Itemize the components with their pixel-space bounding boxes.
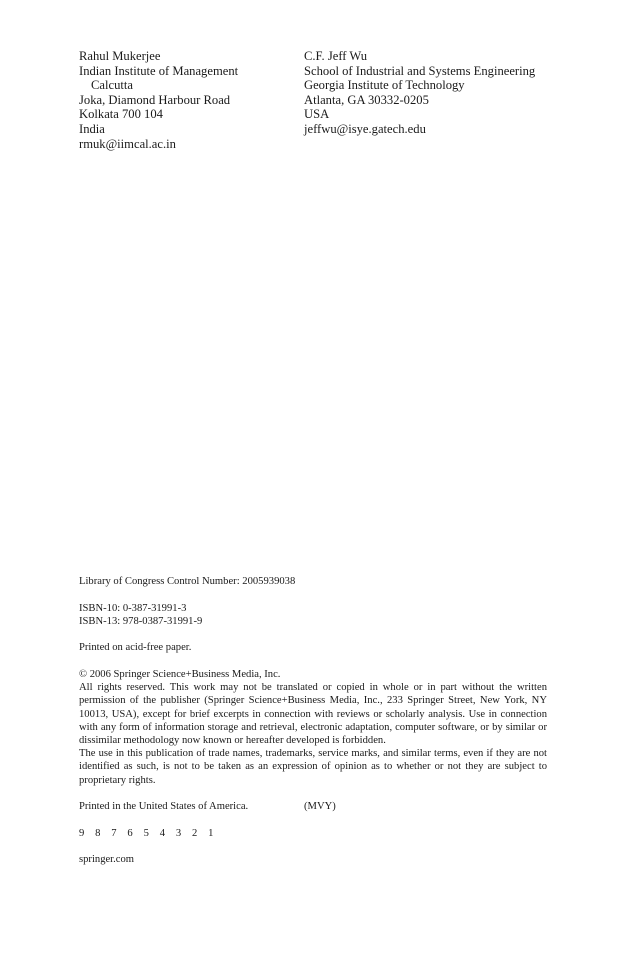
author-right-name: C.F. Jeff Wu bbox=[304, 49, 368, 63]
author-left-affiliation-cont: Calcutta bbox=[91, 78, 133, 93]
print-line: 9 8 7 6 5 4 3 2 1 bbox=[79, 827, 218, 839]
author-right-city: Atlanta, GA 30332-0205 bbox=[304, 92, 429, 107]
author-right-country: USA bbox=[304, 107, 330, 122]
author-right-block bbox=[304, 49, 535, 137]
isbn-13: ISBN-13: 978-0387-31991-9 bbox=[79, 615, 203, 627]
loc-control-number: Library of Congress Control Number: 2005939038 bbox=[79, 576, 296, 587]
printed-in-row bbox=[79, 800, 547, 813]
author-left-city: Kolkata 700 104 bbox=[79, 107, 163, 122]
isbn-10: ISBN-10: 0-387-31991-3 bbox=[79, 602, 187, 614]
rights-paragraph: All rights reserved. This work may not be translated or copied in whole or in part without the written permission of the publisher (Springer Science+Business Media, Inc., 233 Springer Street, New York, NY 10013, USA), except for brief excerpts in connection with reviews or scholarly analysis. Use in connection with any form of information storage and retrieval, electronic adaptation, computer software, or by similar or dissimilar methodology now known or hereafter developed is forbidden. bbox=[79, 682, 547, 746]
author-right-email: jeffwu@isye.gatech.edu bbox=[304, 121, 426, 136]
author-left-block bbox=[79, 49, 238, 151]
trademark-paragraph: The use in this publication of trade names, trademarks, service marks, and similar terms, even if they are not identified as such, is not to be taken as an expression of opinion as to whether or not they are subject to proprietary rights. bbox=[79, 748, 547, 786]
printer-code: (MVY) bbox=[304, 801, 336, 813]
paper-note: Printed on acid-free paper. bbox=[79, 642, 192, 654]
author-left-email: rmuk@iimcal.ac.in bbox=[79, 136, 176, 151]
author-left-country: India bbox=[79, 121, 105, 136]
publisher-website: springer.com bbox=[79, 854, 135, 866]
author-left-affiliation: Indian Institute of Management bbox=[79, 63, 239, 78]
printed-in: Printed in the United States of America. bbox=[79, 801, 249, 813]
author-right-institution: Georgia Institute of Technology bbox=[304, 78, 465, 93]
author-left-name: Rahul Mukerjee bbox=[79, 49, 161, 63]
author-left-address: Joka, Diamond Harbour Road bbox=[79, 92, 231, 107]
author-right-affiliation: School of Industrial and Systems Engineering bbox=[304, 63, 536, 78]
copyright-line: © 2006 Springer Science+Business Media, Inc. bbox=[79, 668, 281, 680]
imprint-block bbox=[79, 575, 547, 867]
